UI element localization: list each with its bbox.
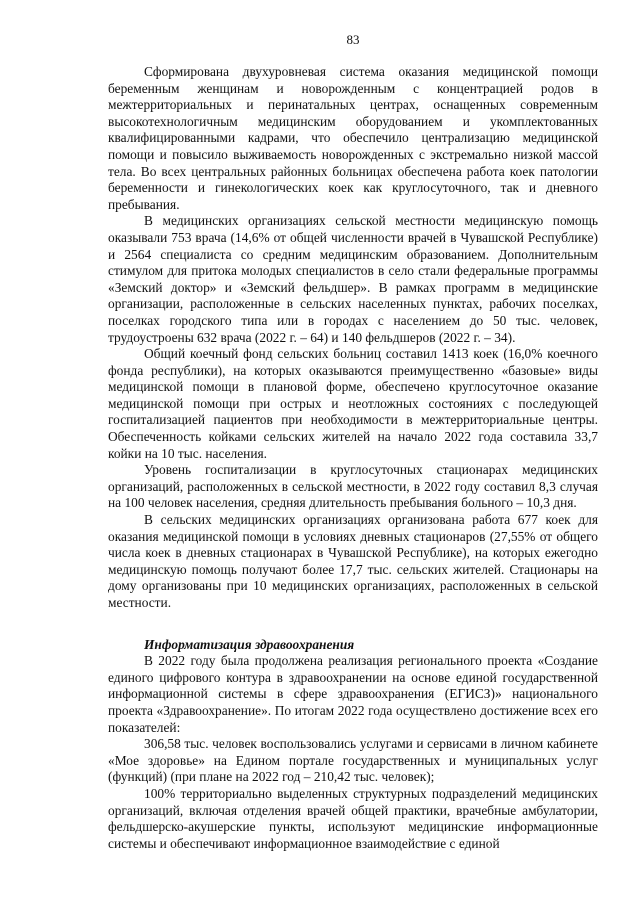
paragraph-perinatal-system: Сформирована двухуровневая система оказания медицинской помощи беременным женщинам и новорожденным с концентрацией родов в межтерриториальных и перинатальных центрах, оснащенных современным высокотехнологичным медицинским оборудованием и укомплектованных квалифицированными кадрами, что обеспечило централизацию медицинской помощи и повысило выживаемость новорожденных с экстремально низкой массой тела. Во всех центральных районных больницах обеспечена работа коек патологии беременности и гинекологических коек как круглосуточного, так и дневного пребывания. — [108, 64, 598, 212]
page-number: 83 — [346, 32, 360, 47]
section-heading: Информатизация здравоохранения — [144, 636, 355, 652]
paragraph-rural-staff: В медицинских организациях сельской местности медицинскую помощь оказывали 753 врача (14,6% от общей численности врачей в Чувашской Республике) и 2564 специалиста со средним медицинским образованием. Дополнительным стимулом для притока молодых специалистов в село стали федеральные программы «Земский доктор» и «Земский фельдшер». В рамках программ в медицинские организации, расположенные в сельских населенных пунктах, рабочих поселках, поселках городского типа или в городах с населением до 50 тыс. человек, трудоустроены 632 врача (2022 г. – 64) и 140 фельдшеров (2022 г. – 34). — [108, 213, 598, 345]
paragraph-day-hospitals: В сельских медицинских организациях организована работа 677 коек для оказания медицинской помощи в условиях дневных стационаров (27,55% от общего числа коек в дневных стационарах в Чувашской Республике), на которых ежегодно медицинскую помощь получают более 17,7 тыс. сельских жителей. Стационары на дому организованы при 10 медицинских организациях, расположенных в сельской местности. — [108, 512, 598, 610]
paragraph-information-systems: 100% территориально выделенных структурных подразделений медицинских организаций, включая отделения врачей общей практики, врачебные амбулатории, фельдшерско-акушерские пункты, используют медицинские информационные системы и обеспечивают информационное взаимодействие с единой — [108, 785, 598, 851]
paragraph-hospitalization-level: Уровень госпитализации в круглосуточных стационарах медицинских организаций, расположенных в сельской местности, в 2022 году составил 8,3 случая на 100 человек населения, средняя длительность пребывания больного – 10,3 дня. — [108, 462, 598, 511]
document-page — [108, 32, 598, 852]
paragraph-portal-users: 306,58 тыс. человек воспользовались услугами и сервисами в личном кабинете «Мое здоровье» на Едином портале государственных и муниципальных услуг (функций) (при плане на 2022 год – 210,42 тыс. человек); — [108, 736, 598, 785]
paragraph-regional-project: В 2022 году была продолжена реализация регионального проекта «Создание единого цифрового контура в здравоохранении на основе единой государственной информационной системы в сфере здравоохранения (ЕГИСЗ)» национального проекта «Здравоохранение». По итогам 2022 года осуществлено достижение всех его показателей: — [108, 653, 598, 735]
paragraph-bed-fund: Общий коечный фонд сельских больниц составил 1413 коек (16,0% коечного фонда республики), на которых оказываются преимущественно «базовые» виды медицинской помощи в плановой форме, обеспечено круглосуточное оказание медицинской помощи при острых и неотложных состояниях с последующей госпитализацией пациентов при необходимости в межтерриториальные центры. Обеспеченность койками сельских жителей на начало 2022 года составила 33,7 койки на 10 тыс. населения. — [108, 346, 598, 461]
